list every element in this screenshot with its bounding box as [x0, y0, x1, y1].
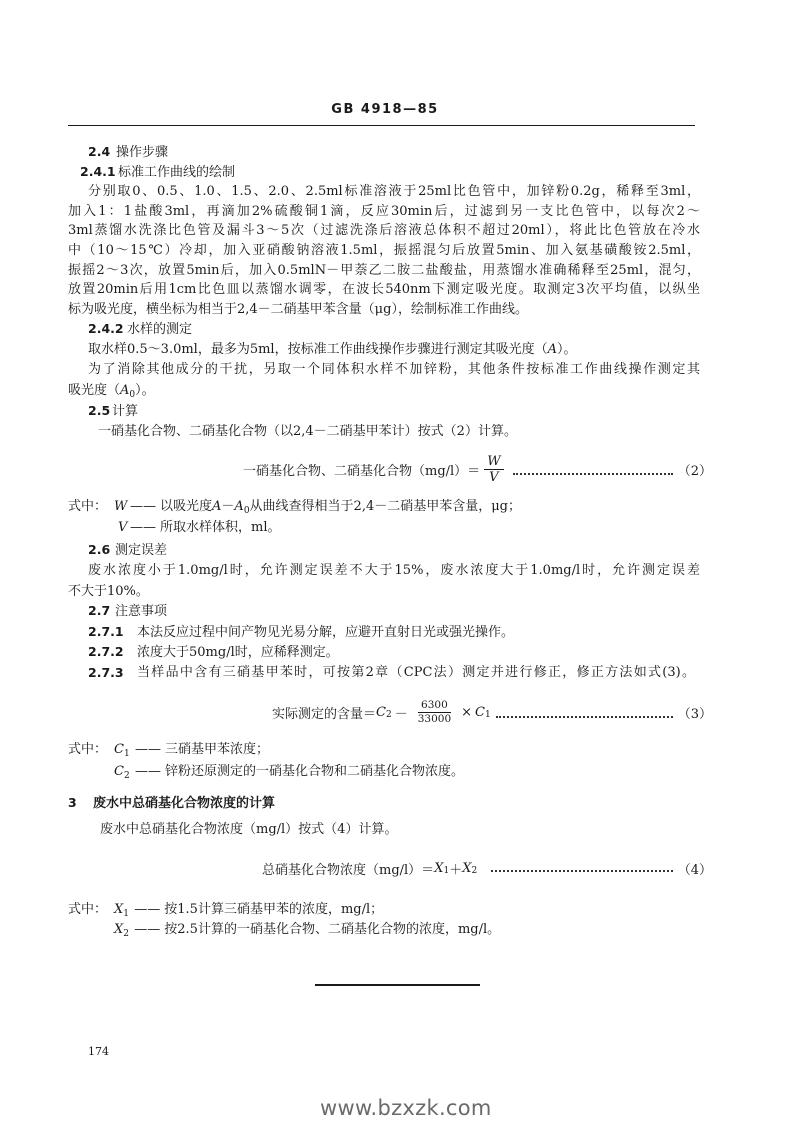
variable: A: [234, 499, 244, 514]
variable: X: [434, 860, 444, 876]
subscript: 1: [123, 909, 129, 919]
operator: ＋: [449, 862, 463, 878]
subscript: 1: [443, 866, 450, 876]
where-label: 式中：: [68, 499, 108, 514]
section-number: 2.4: [88, 144, 111, 159]
heading-2-7: [88, 601, 388, 621]
header-rule: [68, 125, 695, 126]
section-title: 操作步骤: [116, 145, 169, 160]
text: 三硝基甲苯浓度；: [164, 742, 269, 757]
heading-2-4-1: [80, 162, 380, 182]
paragraph-line: 废水浓度小于1.0mg/l时，允许测定误差不大于15%，废水浓度大于1.0mg/l时，允许测定误差: [88, 563, 700, 578]
dash: ——: [134, 742, 161, 757]
end-rule: [315, 984, 480, 986]
where-line: [68, 762, 700, 782]
subscript: 2: [471, 866, 478, 876]
item-number: 2.7.1: [88, 624, 124, 639]
note-item-2-7-1: [88, 622, 700, 642]
symbol: W: [114, 499, 128, 514]
where-line: [68, 900, 700, 920]
watermark-site: www.bzxzk.com: [320, 1096, 492, 1120]
where-line: [68, 740, 700, 760]
text: 从曲线查得相当于2,4－二硝基甲苯含量，μg；: [249, 499, 521, 514]
paragraph-line: [68, 381, 700, 401]
heading-2-4-2: [88, 319, 388, 339]
paragraph-line: 不大于10%。: [68, 584, 149, 599]
variable: X: [462, 860, 472, 876]
heading-2-5: [88, 401, 388, 421]
variable: C: [475, 704, 485, 720]
dash: ——: [130, 499, 156, 514]
variable: C: [376, 704, 386, 720]
paragraph-line: 放置20min后用1cm比色皿以蒸馏水调零，在波长540nm下测定吸光度。取测定3次平均值，以纵坐: [68, 282, 700, 297]
standard-code: GB 4918—85: [331, 102, 439, 117]
subscript: 2: [385, 710, 392, 720]
numerator: 6300: [418, 699, 451, 713]
item-number: 2.7.3: [88, 665, 124, 680]
equation-number: （4）: [677, 862, 712, 878]
where-label: 式中：: [68, 742, 108, 757]
text: 按1.5计算三硝基甲苯的浓度，mg/l；: [164, 902, 384, 917]
section-title: 注意事项: [115, 604, 168, 619]
section-number: 2.4.2: [88, 321, 124, 336]
formula-lhs: 实际测定的含量＝: [272, 706, 377, 722]
denominator: 33000: [417, 712, 452, 725]
variable: A: [120, 383, 130, 398]
formula-2: [243, 450, 712, 488]
text: 吸光度（: [68, 383, 121, 398]
text: ）。: [556, 342, 577, 357]
dot-leader: [513, 473, 673, 475]
formula-4: [262, 855, 712, 881]
numerator: W: [484, 454, 503, 470]
symbol: C: [114, 764, 124, 779]
dot-leader: [496, 716, 673, 718]
subscript: 1: [484, 710, 491, 720]
subscript: 2: [123, 771, 130, 781]
paragraph-line: 3ml蒸馏水洗涤比色管及漏斗3～5次（过滤洗涤后溶液总体积不超过20ml），将此比色管放在冷水: [68, 223, 700, 238]
operator: ×: [461, 704, 473, 720]
dash: ——: [134, 922, 161, 937]
paragraph-line: 中（10～15℃）冷却，加入亚硝酸钠溶液1.5ml，振摇混匀后放置5min、加入氨基磺酸铵2.5ml，: [68, 243, 700, 258]
section-title: 计算: [112, 404, 139, 419]
variable: A: [547, 342, 557, 357]
item-number: 2.7.2: [88, 644, 124, 659]
formula-3: [272, 693, 712, 731]
where-line: [68, 497, 700, 517]
paragraph-line: [88, 340, 700, 360]
symbol: C: [114, 742, 124, 757]
dot-leader: [491, 870, 673, 872]
heading-2-6: [88, 540, 388, 560]
section-number: 2.7: [88, 603, 111, 618]
fraction: [484, 454, 503, 485]
dash: ——: [130, 520, 156, 535]
section-number: 2.6: [88, 542, 111, 557]
symbol: X: [114, 922, 124, 937]
fraction: [415, 699, 454, 726]
formula-lhs: 一硝基化合物、二硝基化合物（mg/l）＝: [243, 463, 481, 479]
text: 按2.5计算的一硝基化合物、二硝基化合物的浓度，mg/l。: [164, 922, 501, 937]
where-label: 式中：: [68, 902, 108, 917]
symbol: V: [118, 520, 128, 535]
subscript: 1: [123, 749, 130, 759]
dash: ——: [134, 902, 161, 917]
section-title: 废水中总硝基化合物浓度的计算: [93, 796, 276, 811]
equation-number: （2）: [677, 463, 712, 479]
text: 锌粉还原测定的一硝基化合物和二硝基化合物浓度。: [164, 764, 464, 779]
where-line: [68, 518, 700, 538]
page-number: 174: [88, 1045, 109, 1058]
heading-2-4: [88, 142, 388, 162]
subscript: 2: [123, 929, 129, 939]
operator: －: [221, 499, 235, 514]
section-number: 2.4.1: [80, 164, 116, 179]
text: ）。: [135, 383, 155, 398]
paragraph-line: 为了消除其他成分的干扰，另取一个同体积水样不加锌粉，其他条件按标准工作曲线操作测定其: [88, 362, 700, 377]
text: 以吸光度: [160, 499, 213, 514]
heading-3: [68, 793, 468, 813]
formula-lhs: 总硝基化合物浓度（mg/l）＝: [262, 862, 435, 878]
paragraph-line: 废水中总硝基化合物浓度（mg/l）按式（4）计算。: [100, 822, 398, 837]
where-line: [68, 920, 700, 940]
item-text: 本法反应过程中间产物见光易分解，应避开直射日光或强光操作。: [137, 625, 515, 640]
paragraph-line: 标为吸光度，横坐标为相当于2,4－二硝基甲苯含量（μg），绘制标准工作曲线。: [68, 302, 528, 317]
paragraph-line: 一硝基化合物、二硝基化合物（以2,4－二硝基甲苯计）按式（2）计算。: [98, 424, 517, 439]
paragraph-line: 加入1：1盐酸3ml，再滴加2%硫酸铜1滴，反应30min后，过滤到另一支比色管中，以每次2～: [68, 204, 700, 219]
text: 所取水样体积，ml。: [160, 520, 281, 535]
subscript: 0: [243, 506, 250, 516]
section-title: 测定误差: [115, 543, 168, 558]
symbol: X: [114, 902, 124, 917]
note-item-2-7-2: [88, 642, 700, 662]
dash: ——: [134, 764, 161, 779]
operator: －: [394, 706, 408, 722]
variable: A: [212, 499, 222, 514]
equation-number: （3）: [677, 706, 712, 722]
paragraph-line: 分别取0、0.5、1.0、1.5、2.0、2.5ml标准溶液于25ml比色管中，加锌粉0.2g，稀释至3ml，: [88, 184, 700, 199]
denominator: V: [489, 469, 499, 485]
text: 取水样0.5～3.0ml，最多为5ml，按标准工作曲线操作步骤进行测定其吸光度（: [88, 342, 548, 357]
section-title: 标准工作曲线的绘制: [118, 165, 236, 180]
note-item-2-7-3: [88, 663, 700, 683]
section-number: 2.5: [88, 403, 111, 418]
paragraph-line: 振摇2～3次，放置5min后，加入0.5mlN－甲萘乙二胺二盐酸盐，用蒸馏水准确稀释至25ml，混匀，: [68, 263, 700, 278]
item-text: 当样品中含有三硝基甲苯时，可按第2章（CPC法）测定并进行修正，修正方法如式(3)。: [137, 665, 695, 680]
item-text: 浓度大于50mg/l时，应稀释测定。: [137, 645, 339, 660]
section-number: 3: [68, 795, 77, 810]
subscript: 0: [129, 390, 136, 400]
section-title: 水样的测定: [127, 322, 193, 337]
